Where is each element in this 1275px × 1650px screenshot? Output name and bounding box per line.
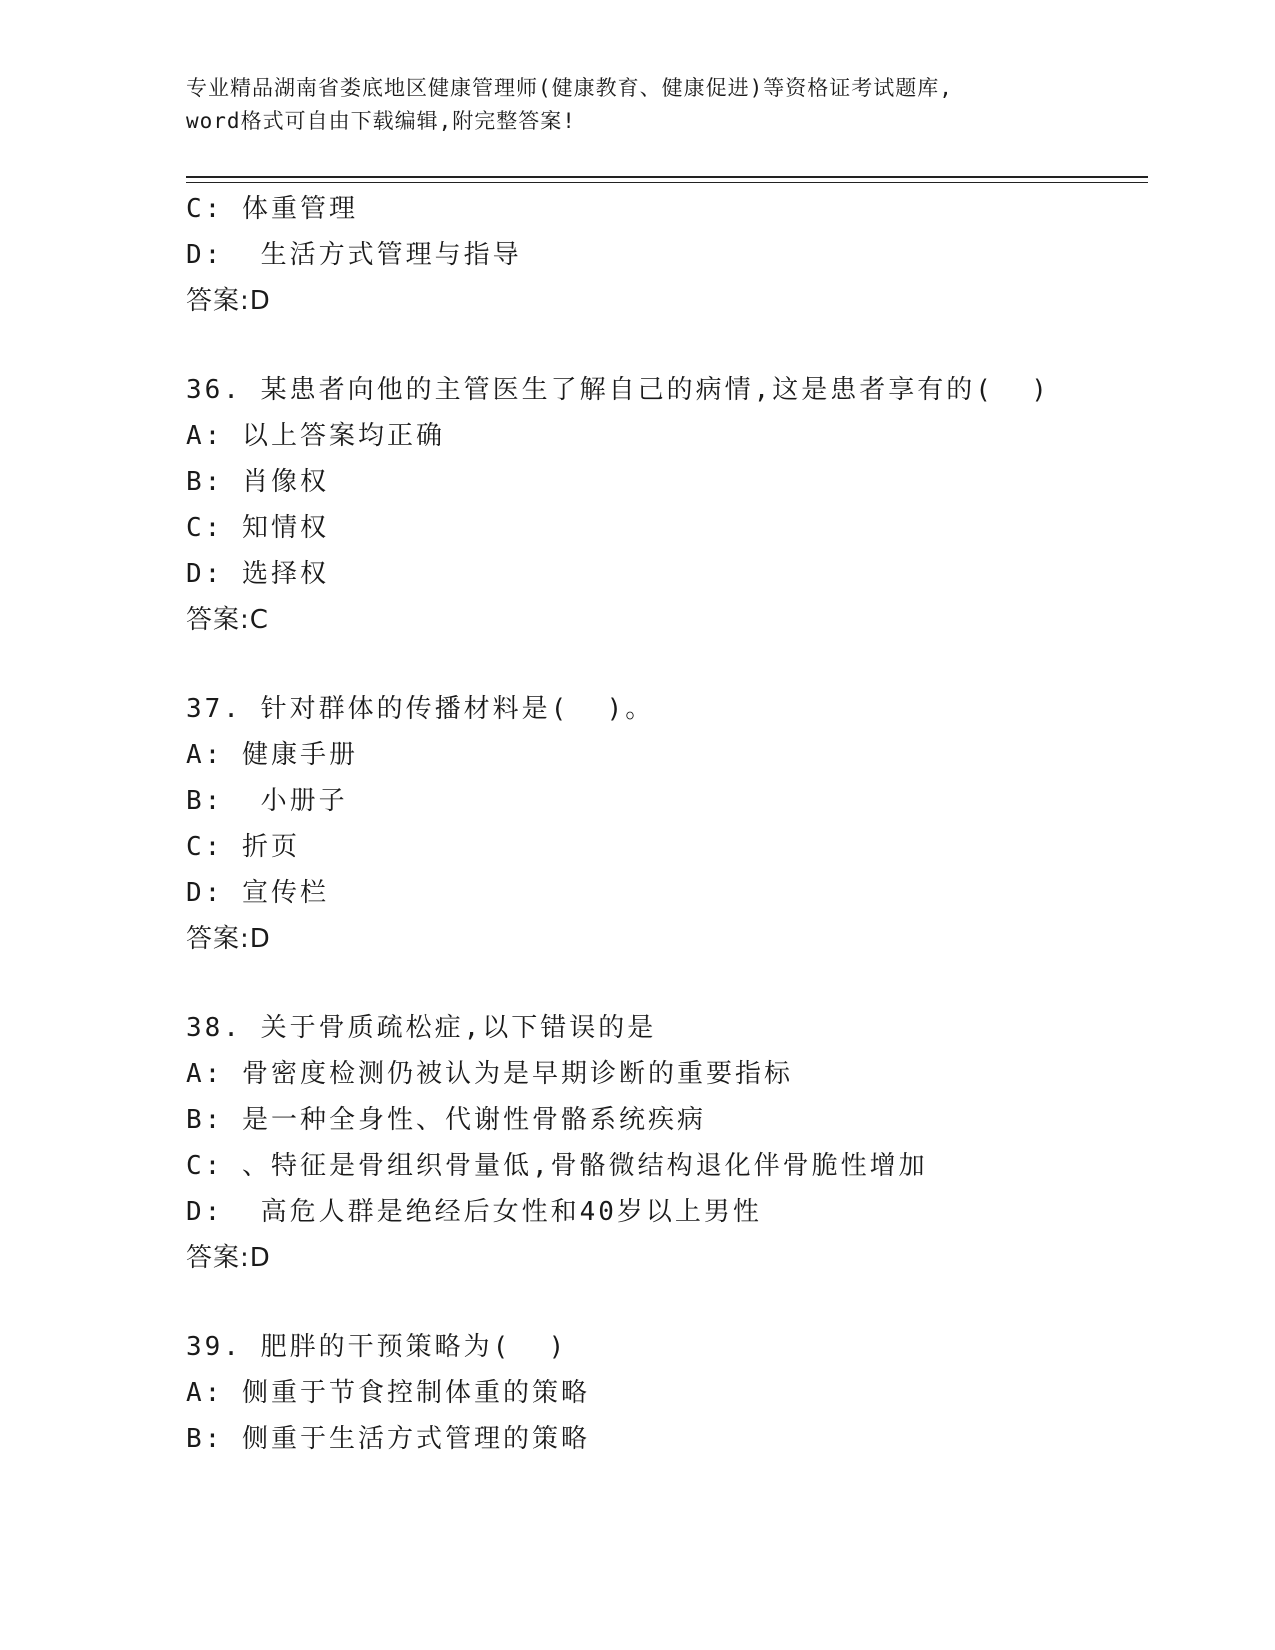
header-rule-bottom: [186, 182, 1148, 183]
option-a: A: 健康手册: [186, 740, 358, 770]
question-list: [186, 186, 1136, 1462]
option-c: C: 、特征是骨组织骨量低,骨骼微结构退化伴骨脆性增加: [186, 1151, 928, 1181]
option-a: A: 侧重于节食控制体重的策略: [186, 1378, 590, 1408]
option-d: D: 生活方式管理与指导: [186, 240, 522, 270]
header-rule-top: [186, 176, 1148, 178]
option-d: D: 高危人群是绝经后女性和40岁以上男性: [186, 1197, 762, 1227]
option-b: B: 肖像权: [186, 467, 329, 497]
question-stem: 38. 关于骨质疏松症,以下错误的是: [186, 1013, 657, 1043]
header-line-2: word格式可自由下载编辑,附完整答案!: [186, 109, 576, 133]
header-line-1: 专业精品湖南省娄底地区健康管理师(健康教育、健康促进)等资格证考试题库,: [186, 76, 953, 100]
option-b: B: 是一种全身性、代谢性骨骼系统疾病: [186, 1105, 706, 1135]
question-block: [186, 367, 1136, 643]
option-d: D: 选择权: [186, 559, 329, 589]
option-a: A: 以上答案均正确: [186, 421, 445, 451]
answer-line: 答案:D: [186, 286, 271, 316]
question-block: [186, 1324, 1136, 1462]
option-b: B: 小册子: [186, 786, 348, 816]
block-spacer: [186, 324, 1136, 367]
question-block: [186, 686, 1136, 962]
question-block: [186, 1005, 1136, 1281]
document-header: [186, 72, 1066, 138]
question-block: [186, 186, 1136, 324]
option-c: C: 体重管理: [186, 194, 358, 224]
answer-line: 答案:D: [186, 924, 271, 954]
block-spacer: [186, 643, 1136, 686]
question-stem: 39. 肥胖的干预策略为( ): [186, 1332, 568, 1362]
answer-line: 答案:C: [186, 605, 269, 635]
option-c: C: 知情权: [186, 513, 329, 543]
block-spacer: [186, 962, 1136, 1005]
option-b: B: 侧重于生活方式管理的策略: [186, 1424, 590, 1454]
block-spacer: [186, 1281, 1136, 1324]
option-a: A: 骨密度检测仍被认为是早期诊断的重要指标: [186, 1059, 793, 1089]
option-d: D: 宣传栏: [186, 878, 329, 908]
option-c: C: 折页: [186, 832, 300, 862]
question-stem: 36. 某患者向他的主管医生了解自己的病情,这是患者享有的( ): [186, 375, 1050, 405]
question-stem: 37. 针对群体的传播材料是( )。: [186, 694, 655, 724]
answer-line: 答案:D: [186, 1243, 271, 1273]
